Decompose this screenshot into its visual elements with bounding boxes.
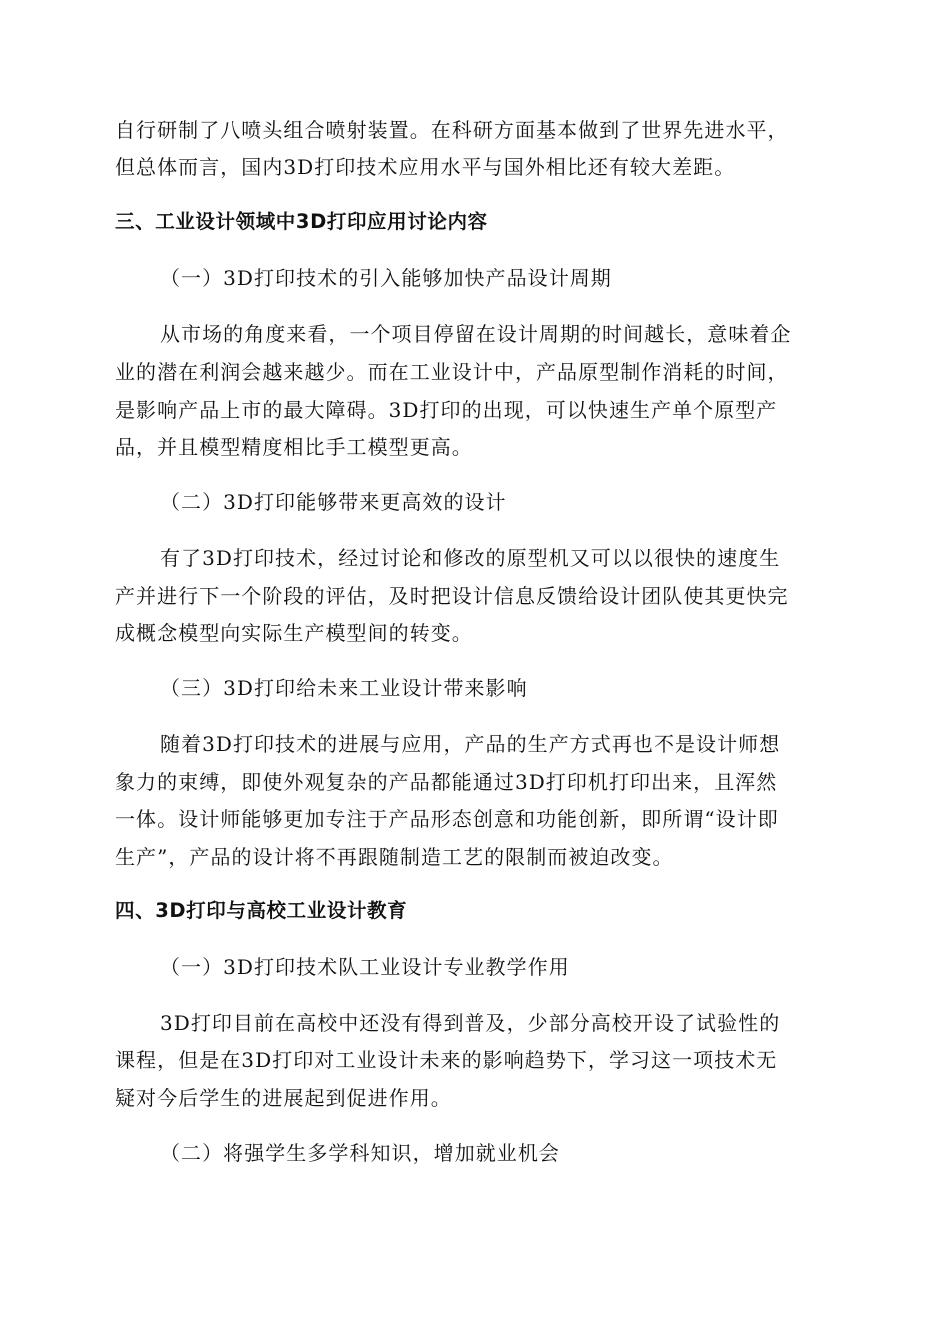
paragraph-line: 课程，但是在3D打印对工业设计未来的影响趋势下，学习这一项技术无: [115, 1048, 778, 1072]
paragraph-line: 有了3D打印技术，经过讨论和修改的原型机又可以以很快的速度生: [160, 546, 781, 570]
paragraph-line: 象力的束缚，即使外观复杂的产品都能通过3D打印机打印出来，且浑然: [115, 770, 778, 794]
section-heading: 四、3D打印与高校工业设计教育: [115, 899, 408, 922]
subheading: （二）3D打印能够带来更高效的设计: [160, 490, 507, 514]
subheading: （一）3D打印技术队工业设计专业教学作用: [160, 955, 570, 979]
paragraph-line: 品，并且模型精度相比手工模型更高。: [115, 435, 473, 459]
subheading: （二）将强学生多学科知识，增加就业机会: [160, 1141, 560, 1165]
paragraph-line: 成概念模型向实际生产模型间的转变。: [115, 621, 473, 645]
paragraph-line: 疑对今后学生的进展起到促进作用。: [115, 1086, 452, 1110]
paragraph-line: 业的潜在利润会越来越少。而在工业设计中，产品原型制作消耗的时间，: [115, 360, 789, 384]
paragraph-line: 是影响产品上市的最大障碍。3D打印的出现，可以快速生产单个原型产: [115, 398, 778, 422]
paragraph-line: 自行研制了八喷头组合喷射装置。在科研方面基本做到了世界先进水平，: [115, 118, 789, 142]
paragraph-line: 生产”，产品的设计将不再跟随制造工艺的限制而被迫改变。: [115, 845, 674, 869]
paragraph-line: 从市场的角度来看，一个项目停留在设计周期的时间越长，意味着企: [160, 322, 792, 346]
paragraph-line: 一体。设计师能够更加专注于产品形态创意和功能创新，即所谓“设计即: [115, 807, 779, 831]
subheading: （一）3D打印技术的引入能够加快产品设计周期: [160, 266, 612, 290]
subheading: （三）3D打印给未来工业设计带来影响: [160, 676, 528, 700]
paragraph-line: 产并进行下一个阶段的评估，及时把设计信息反馈给设计团队使其更快完: [115, 584, 789, 608]
paragraph-line: 随着3D打印技术的进展与应用，产品的生产方式再也不是设计师想: [160, 732, 781, 756]
section-heading: 三、工业设计领域中3D打印应用讨论内容: [115, 210, 488, 233]
paragraph-line: 但总体而言，国内3D打印技术应用水平与国外相比还有较大差距。: [115, 155, 736, 179]
paragraph-line: 3D打印目前在高校中还没有得到普及，少部分高校开设了试验性的: [160, 1011, 781, 1035]
